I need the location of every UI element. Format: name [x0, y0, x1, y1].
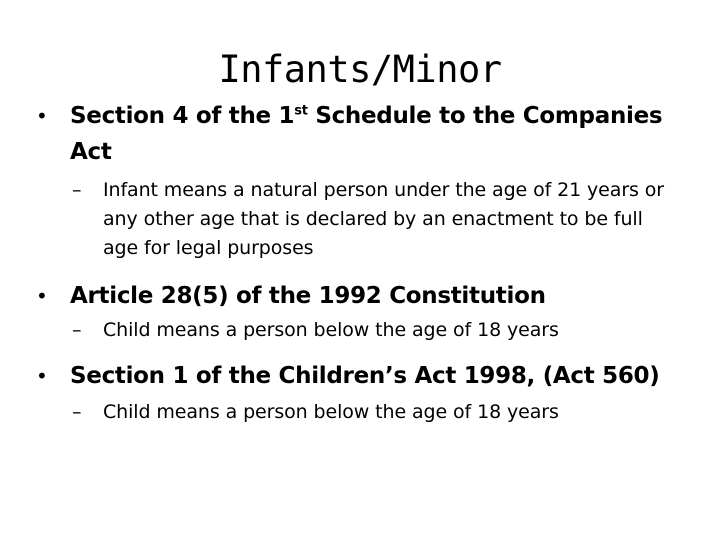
ordinal-superscript: st	[294, 103, 308, 119]
bullet-text: Article 28(5) of the 1992 Constitution	[70, 283, 546, 309]
bullet-text: Section 4 of the 1st Schedule to the Companies Act	[70, 103, 663, 165]
sub-bullet-text: Child means a person below the age of 18 years	[103, 319, 559, 341]
bullet-icon: •	[36, 284, 48, 308]
slide-title: Infants/Minor	[218, 48, 502, 91]
bullet-icon: •	[36, 364, 48, 388]
dash-icon: –	[72, 179, 82, 201]
dash-icon: –	[72, 319, 82, 341]
bullet-item	[36, 278, 686, 314]
sub-bullet-text: Infant means a natural person under the age of 21 years or any other age that is declared by an enactment to be full age for legal purposes	[103, 179, 664, 259]
bullet-item	[36, 98, 686, 170]
bullet-icon: •	[36, 104, 48, 128]
sub-bullet-item	[72, 316, 672, 345]
bullet-item	[36, 358, 686, 394]
bullet-text: Section 1 of the Children’s Act 1998, (Act 560)	[70, 363, 660, 389]
sub-bullet-item	[72, 398, 672, 427]
sub-bullet-item	[72, 176, 672, 263]
dash-icon: –	[72, 401, 82, 423]
sub-bullet-text: Child means a person below the age of 18 years	[103, 401, 559, 423]
